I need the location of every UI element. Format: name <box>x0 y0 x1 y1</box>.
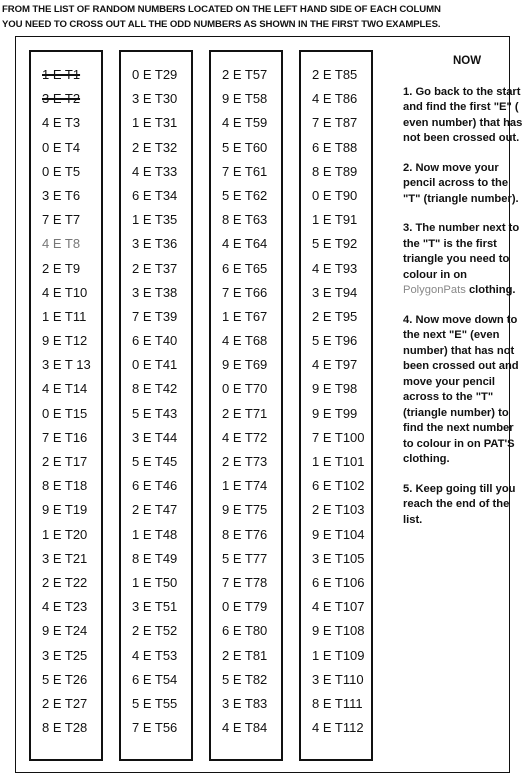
number-entry: 2 E T73 <box>222 454 268 469</box>
number-entry: 4 E T72 <box>222 429 268 445</box>
list-item <box>301 450 371 474</box>
number-entry: 6 E T40 <box>132 333 178 349</box>
number-entry: 4 E T33 <box>132 163 178 179</box>
number-entry: 7 E T61 <box>222 163 268 179</box>
list-item <box>301 595 371 619</box>
list-item <box>121 377 191 401</box>
number-entry: 0 E T41 <box>132 357 178 373</box>
number-entry: 3 E T25 <box>42 647 88 663</box>
number-column-3 <box>209 50 283 761</box>
list-item <box>31 184 101 208</box>
list-item <box>31 87 101 111</box>
number-entry: 1 E T101 <box>312 454 365 469</box>
list-item <box>31 716 101 740</box>
list-item <box>121 160 191 184</box>
list-item <box>301 377 371 401</box>
number-entry: 2 E T22 <box>42 574 88 590</box>
number-entry: 9 E T108 <box>312 623 365 639</box>
number-entry: 1 E T35 <box>132 212 178 228</box>
list-item <box>211 111 281 135</box>
list-item <box>211 474 281 498</box>
list-item <box>121 329 191 353</box>
number-entry: 5 E T62 <box>222 187 268 203</box>
list-item <box>301 523 371 547</box>
number-entry: 6 E T46 <box>132 478 178 494</box>
list-item <box>211 377 281 401</box>
list-item <box>301 668 371 692</box>
number-entry: 2 E T85 <box>312 67 358 82</box>
list-item <box>211 232 281 256</box>
number-entry: 1 E T31 <box>132 115 178 131</box>
list-item <box>211 257 281 281</box>
number-entry: 2 E T103 <box>312 502 365 518</box>
list-item <box>301 232 371 256</box>
list-item <box>301 208 371 232</box>
list-item <box>301 63 371 87</box>
number-entry: 5 E T26 <box>42 671 88 687</box>
list-item <box>301 692 371 716</box>
number-entry: 5 E T60 <box>222 139 268 155</box>
list-item <box>31 523 101 547</box>
number-entry: 5 E T82 <box>222 671 268 687</box>
list-item <box>211 87 281 111</box>
list-item <box>301 305 371 329</box>
number-entry: 0 E T90 <box>312 187 358 203</box>
number-entry: 8 E T63 <box>222 212 268 228</box>
list-item <box>31 571 101 595</box>
number-entry: 4 E T93 <box>312 260 358 276</box>
list-item <box>121 208 191 232</box>
list-item <box>121 353 191 377</box>
number-entry: 3 E T2 <box>42 91 81 107</box>
number-entry: 4 E T10 <box>42 284 88 300</box>
list-item <box>121 426 191 450</box>
list-item <box>121 595 191 619</box>
number-entry: 6 E T106 <box>312 574 365 590</box>
number-entry: 1 E T1 <box>42 67 81 82</box>
list-item <box>31 353 101 377</box>
number-entry: 7 E T39 <box>132 308 178 324</box>
number-entry: 4 E T14 <box>42 381 88 397</box>
number-entry: 0 E T5 <box>42 163 81 179</box>
list-item <box>121 305 191 329</box>
number-column-1 <box>29 50 103 761</box>
step-1: 1. Go back to the start and find the first "E" ( even number) that has not been crossed out. <box>403 85 523 144</box>
number-entry: 9 E T58 <box>222 91 268 107</box>
list-item <box>31 232 101 256</box>
number-entry: 7 E T100 <box>312 429 365 445</box>
number-entry: 7 E T66 <box>222 284 268 300</box>
number-entry: 6 E T88 <box>312 139 358 155</box>
list-item <box>121 63 191 87</box>
number-entry: 6 E T54 <box>132 671 178 687</box>
list-item <box>31 281 101 305</box>
instruction-header <box>2 2 529 32</box>
list-item <box>121 111 191 135</box>
list-item <box>211 498 281 522</box>
list-item <box>301 571 371 595</box>
number-entry: 4 E T68 <box>222 333 268 349</box>
instructions-panel <box>403 54 527 542</box>
number-entry: 4 E T107 <box>312 599 365 615</box>
list-item <box>301 716 371 740</box>
number-entry: 1 E T67 <box>222 308 268 324</box>
number-entry: 7 E T56 <box>132 720 178 736</box>
list-item <box>301 353 371 377</box>
number-entry: 8 E T76 <box>222 526 268 542</box>
step-3-end: clothing. <box>468 284 516 296</box>
list-item <box>301 498 371 522</box>
list-item <box>211 208 281 232</box>
number-entry: 8 E T28 <box>42 720 88 736</box>
number-entry: 8 E T111 <box>312 695 363 711</box>
list-item <box>301 474 371 498</box>
list-item <box>31 329 101 353</box>
number-entry: 6 E T34 <box>132 187 178 203</box>
step-2: 2. Now move your pencil across to the "T" (triangle number). <box>403 161 519 205</box>
number-entry: 0 E T4 <box>42 139 81 155</box>
number-entry: 1 E T91 <box>312 212 358 228</box>
list-item <box>31 136 101 160</box>
list-item <box>121 450 191 474</box>
list-item <box>301 160 371 184</box>
list-item <box>301 136 371 160</box>
number-entry: 1 E T74 <box>222 478 268 494</box>
number-entry: 6 E T102 <box>312 478 365 494</box>
list-item <box>301 184 371 208</box>
list-item <box>211 136 281 160</box>
list-item <box>211 160 281 184</box>
list-item <box>31 547 101 571</box>
number-entry: 4 E T97 <box>312 357 358 373</box>
number-entry: 2 E T52 <box>132 623 178 639</box>
list-item <box>121 716 191 740</box>
list-item <box>211 63 281 87</box>
number-entry: 2 E T37 <box>132 260 178 276</box>
list-item <box>121 644 191 668</box>
number-entry: 7 E T78 <box>222 574 268 590</box>
number-entry: 3 E T 13 <box>42 357 91 373</box>
number-entry: 9 E T69 <box>222 357 268 373</box>
list-item <box>211 281 281 305</box>
list-item <box>301 547 371 571</box>
number-entry: 3 E T105 <box>312 550 365 566</box>
list-item <box>121 184 191 208</box>
step-5: 5. Keep going till you reach the end of the list. <box>403 482 516 526</box>
number-entry: 9 E T99 <box>312 405 358 421</box>
number-entry: 5 E T96 <box>312 333 358 349</box>
number-entry: 3 E T44 <box>132 429 178 445</box>
step-4: 4. Now move down to the next "E" (even number) that has not been crossed out and move your pencil across to the "T" (triangle number) to find the next number to colour in on PAT'S clothing. <box>403 313 519 465</box>
number-entry: 4 E T53 <box>132 647 178 663</box>
list-item <box>301 87 371 111</box>
list-item <box>211 668 281 692</box>
number-entry: 8 E T49 <box>132 550 178 566</box>
number-entry: 8 E T18 <box>42 478 88 494</box>
list-item <box>31 692 101 716</box>
step-3-text: 3. The number next to the "T" is the first triangle you need to colour in on <box>403 222 520 281</box>
instructions-title: NOW <box>452 55 482 67</box>
list-item <box>31 595 101 619</box>
number-entry: 3 E T21 <box>42 550 88 566</box>
number-entry: 5 E T43 <box>132 405 178 421</box>
list-item <box>31 160 101 184</box>
number-entry: 2 E T32 <box>132 139 178 155</box>
number-entry: 7 E T7 <box>42 212 81 228</box>
number-entry: 2 E T57 <box>222 67 268 82</box>
list-item <box>121 232 191 256</box>
number-entry: 8 E T42 <box>132 381 178 397</box>
number-entry: 9 E T24 <box>42 623 88 639</box>
number-entry: 9 E T104 <box>312 526 365 542</box>
list-item <box>301 257 371 281</box>
list-item <box>121 619 191 643</box>
list-item <box>31 377 101 401</box>
number-entry: 4 E T86 <box>312 91 358 107</box>
list-item <box>31 450 101 474</box>
number-entry: 1 E T109 <box>312 647 365 663</box>
list-item <box>121 281 191 305</box>
list-item <box>121 402 191 426</box>
number-entry: 3 E T6 <box>42 187 81 203</box>
number-entry: 2 E T27 <box>42 695 88 711</box>
list-item <box>211 644 281 668</box>
number-entry: 0 E T15 <box>42 405 88 421</box>
list-item <box>121 668 191 692</box>
number-entry: 1 E T48 <box>132 526 178 542</box>
list-item <box>211 305 281 329</box>
number-entry: 0 E T79 <box>222 599 268 615</box>
list-item <box>211 184 281 208</box>
number-entry: 9 E T12 <box>42 333 88 349</box>
list-item <box>31 402 101 426</box>
number-entry: 4 E T59 <box>222 115 268 131</box>
number-entry: 1 E T20 <box>42 526 88 542</box>
number-column-4 <box>299 50 373 761</box>
list-item <box>301 619 371 643</box>
list-item <box>301 426 371 450</box>
list-item <box>211 329 281 353</box>
number-entry: 4 E T8 <box>42 236 81 252</box>
list-item <box>211 571 281 595</box>
list-item <box>211 619 281 643</box>
number-entry: 3 E T36 <box>132 236 178 252</box>
header-line-2: YOU NEED TO CROSS OUT ALL THE ODD NUMBERS AS SHOWN IN THE FIRST TWO EXAMPLES. <box>2 19 441 30</box>
number-entry: 1 E T50 <box>132 574 178 590</box>
list-item <box>121 571 191 595</box>
number-entry: 9 E T19 <box>42 502 88 518</box>
number-entry: 9 E T98 <box>312 381 358 397</box>
step-3 <box>403 221 527 299</box>
list-item <box>211 692 281 716</box>
list-item <box>301 644 371 668</box>
list-item <box>211 353 281 377</box>
list-item <box>211 595 281 619</box>
list-item <box>301 281 371 305</box>
list-item <box>121 523 191 547</box>
list-item <box>211 426 281 450</box>
number-entry: 0 E T29 <box>132 67 178 82</box>
number-entry: 5 E T55 <box>132 695 178 711</box>
number-entry: 4 E T3 <box>42 115 81 131</box>
number-entry: 7 E T16 <box>42 429 88 445</box>
number-entry: 7 E T87 <box>312 115 358 131</box>
list-item <box>31 668 101 692</box>
list-item <box>121 136 191 160</box>
number-entry: 2 E T71 <box>222 405 268 421</box>
number-entry: 5 E T45 <box>132 454 178 469</box>
number-entry: 2 E T47 <box>132 502 178 518</box>
list-item <box>211 523 281 547</box>
number-entry: 2 E T17 <box>42 454 88 469</box>
number-entry: 3 E T51 <box>132 599 178 615</box>
number-entry: 3 E T94 <box>312 284 358 300</box>
list-item <box>301 402 371 426</box>
list-item <box>301 329 371 353</box>
number-entry: 1 E T11 <box>42 308 87 324</box>
number-entry: 6 E T80 <box>222 623 268 639</box>
number-entry: 8 E T89 <box>312 163 358 179</box>
list-item <box>121 474 191 498</box>
number-entry: 5 E T77 <box>222 550 268 566</box>
list-item <box>211 547 281 571</box>
number-entry: 2 E T81 <box>222 647 268 663</box>
number-entry: 2 E T95 <box>312 308 358 324</box>
number-entry: 2 E T9 <box>42 260 81 276</box>
number-entry: 4 E T64 <box>222 236 268 252</box>
number-entry: 4 E T84 <box>222 720 268 736</box>
number-column-2 <box>119 50 193 761</box>
list-item <box>121 692 191 716</box>
number-entry: 3 E T38 <box>132 284 178 300</box>
brand-name: PolygonPats <box>403 284 466 296</box>
list-item <box>31 305 101 329</box>
list-item <box>121 547 191 571</box>
header-line-1: FROM THE LIST OF RANDOM NUMBERS LOCATED ON THE LEFT HAND SIDE OF EACH COLUMN <box>2 4 441 15</box>
list-item <box>31 111 101 135</box>
list-item <box>31 426 101 450</box>
list-item <box>31 474 101 498</box>
list-item <box>31 644 101 668</box>
number-entry: 3 E T110 <box>312 671 364 687</box>
number-entry: 3 E T30 <box>132 91 178 107</box>
list-item <box>31 257 101 281</box>
number-entry: 6 E T65 <box>222 260 268 276</box>
list-item <box>31 208 101 232</box>
list-item <box>121 257 191 281</box>
number-entry: 4 E T23 <box>42 599 88 615</box>
list-item <box>211 402 281 426</box>
number-entry: 9 E T75 <box>222 502 268 518</box>
list-item <box>121 498 191 522</box>
number-entry: 4 E T112 <box>312 720 364 736</box>
number-entry: 0 E T70 <box>222 381 268 397</box>
number-entry: 5 E T92 <box>312 236 358 252</box>
list-item <box>31 63 101 87</box>
list-item <box>31 498 101 522</box>
list-item <box>31 619 101 643</box>
list-item <box>211 450 281 474</box>
number-entry: 3 E T83 <box>222 695 268 711</box>
list-item <box>121 87 191 111</box>
list-item <box>211 716 281 740</box>
list-item <box>301 111 371 135</box>
